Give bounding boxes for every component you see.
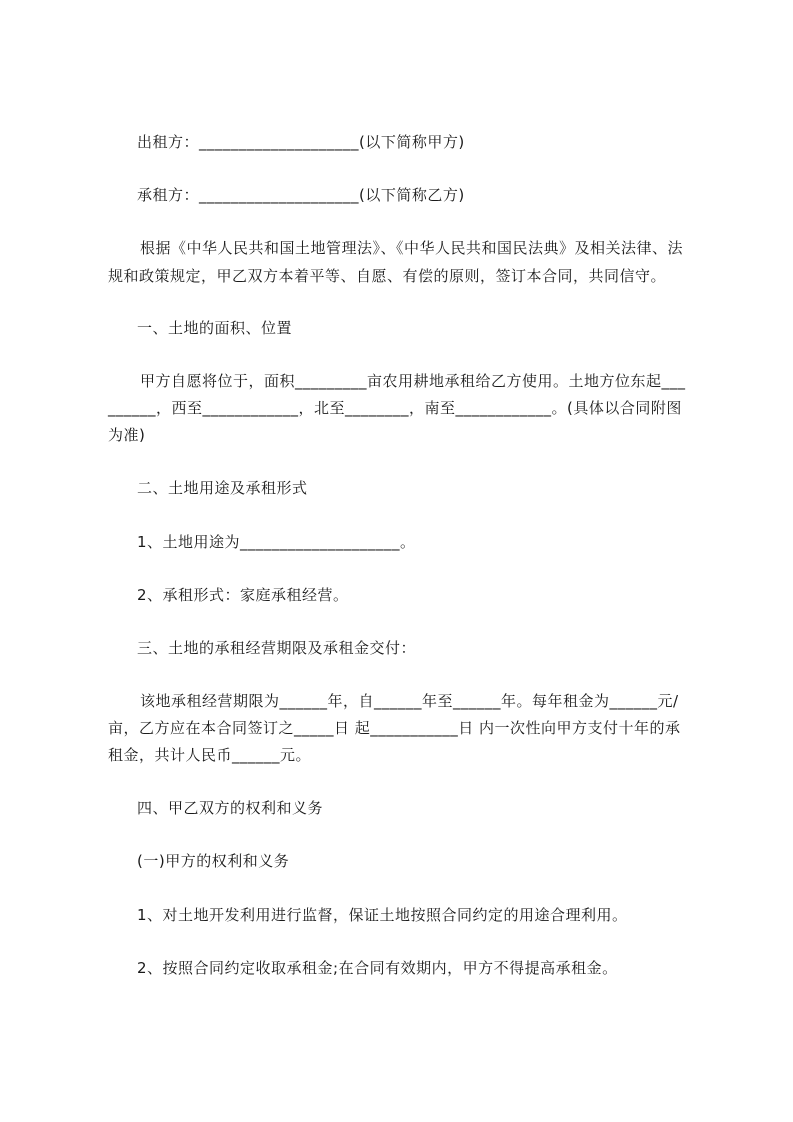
- section3-body-line-3: 租金，共计人民币______元。: [108, 746, 312, 764]
- section4-subheading: (一)甲方的权利和义务: [137, 852, 290, 870]
- section2-heading: 二、土地用途及承租形式: [137, 479, 308, 497]
- lessee-line: 承租方：____________________(以下简称乙方): [137, 186, 465, 204]
- section1-body-line-2: ______，西至____________，北至________，南至____________。(具体以合同附图: [108, 399, 682, 417]
- section3-body-line-2: 亩，乙方应在本合同签订之_____日 起___________日 内一次性向甲方支付十年的承: [108, 719, 681, 737]
- section4-item-2: 2、按照合同约定收取承租金;在合同有效期内，甲方不得提高承租金。: [137, 959, 618, 977]
- section4-item-1: 1、对土地开发利用进行监督，保证土地按照合同约定的用途合理利用。: [137, 906, 628, 924]
- section4-heading: 四、甲乙双方的权利和义务: [137, 799, 324, 817]
- section2-item-2: 2、承租形式：家庭承租经营。: [137, 586, 349, 604]
- lessor-line: 出租方：____________________(以下简称甲方): [137, 133, 465, 151]
- section2-item-1: 1、土地用途为____________________。: [137, 533, 416, 551]
- section1-body-line-3: 为准): [108, 426, 146, 444]
- preamble-line-2: 规和政策规定，甲乙双方本着平等、自愿、有偿的原则，签订本合同，共同信守。: [108, 267, 667, 285]
- section1-heading: 一、土地的面积、位置: [137, 319, 293, 337]
- preamble-line-1: 根据《中华人民共和国土地管理法》、《中华人民共和国民法典》及相关法律、法: [140, 239, 684, 257]
- section3-body-line-1: 该地承租经营期限为______年，自______年至______年。每年租金为______元/: [140, 692, 679, 710]
- section1-body-line-1: 甲方自愿将位于，面积_________亩农用耕地承租给乙方使用。土地方位东起___: [140, 372, 686, 390]
- section3-heading: 三、土地的承租经营期限及承租金交付：: [137, 639, 417, 657]
